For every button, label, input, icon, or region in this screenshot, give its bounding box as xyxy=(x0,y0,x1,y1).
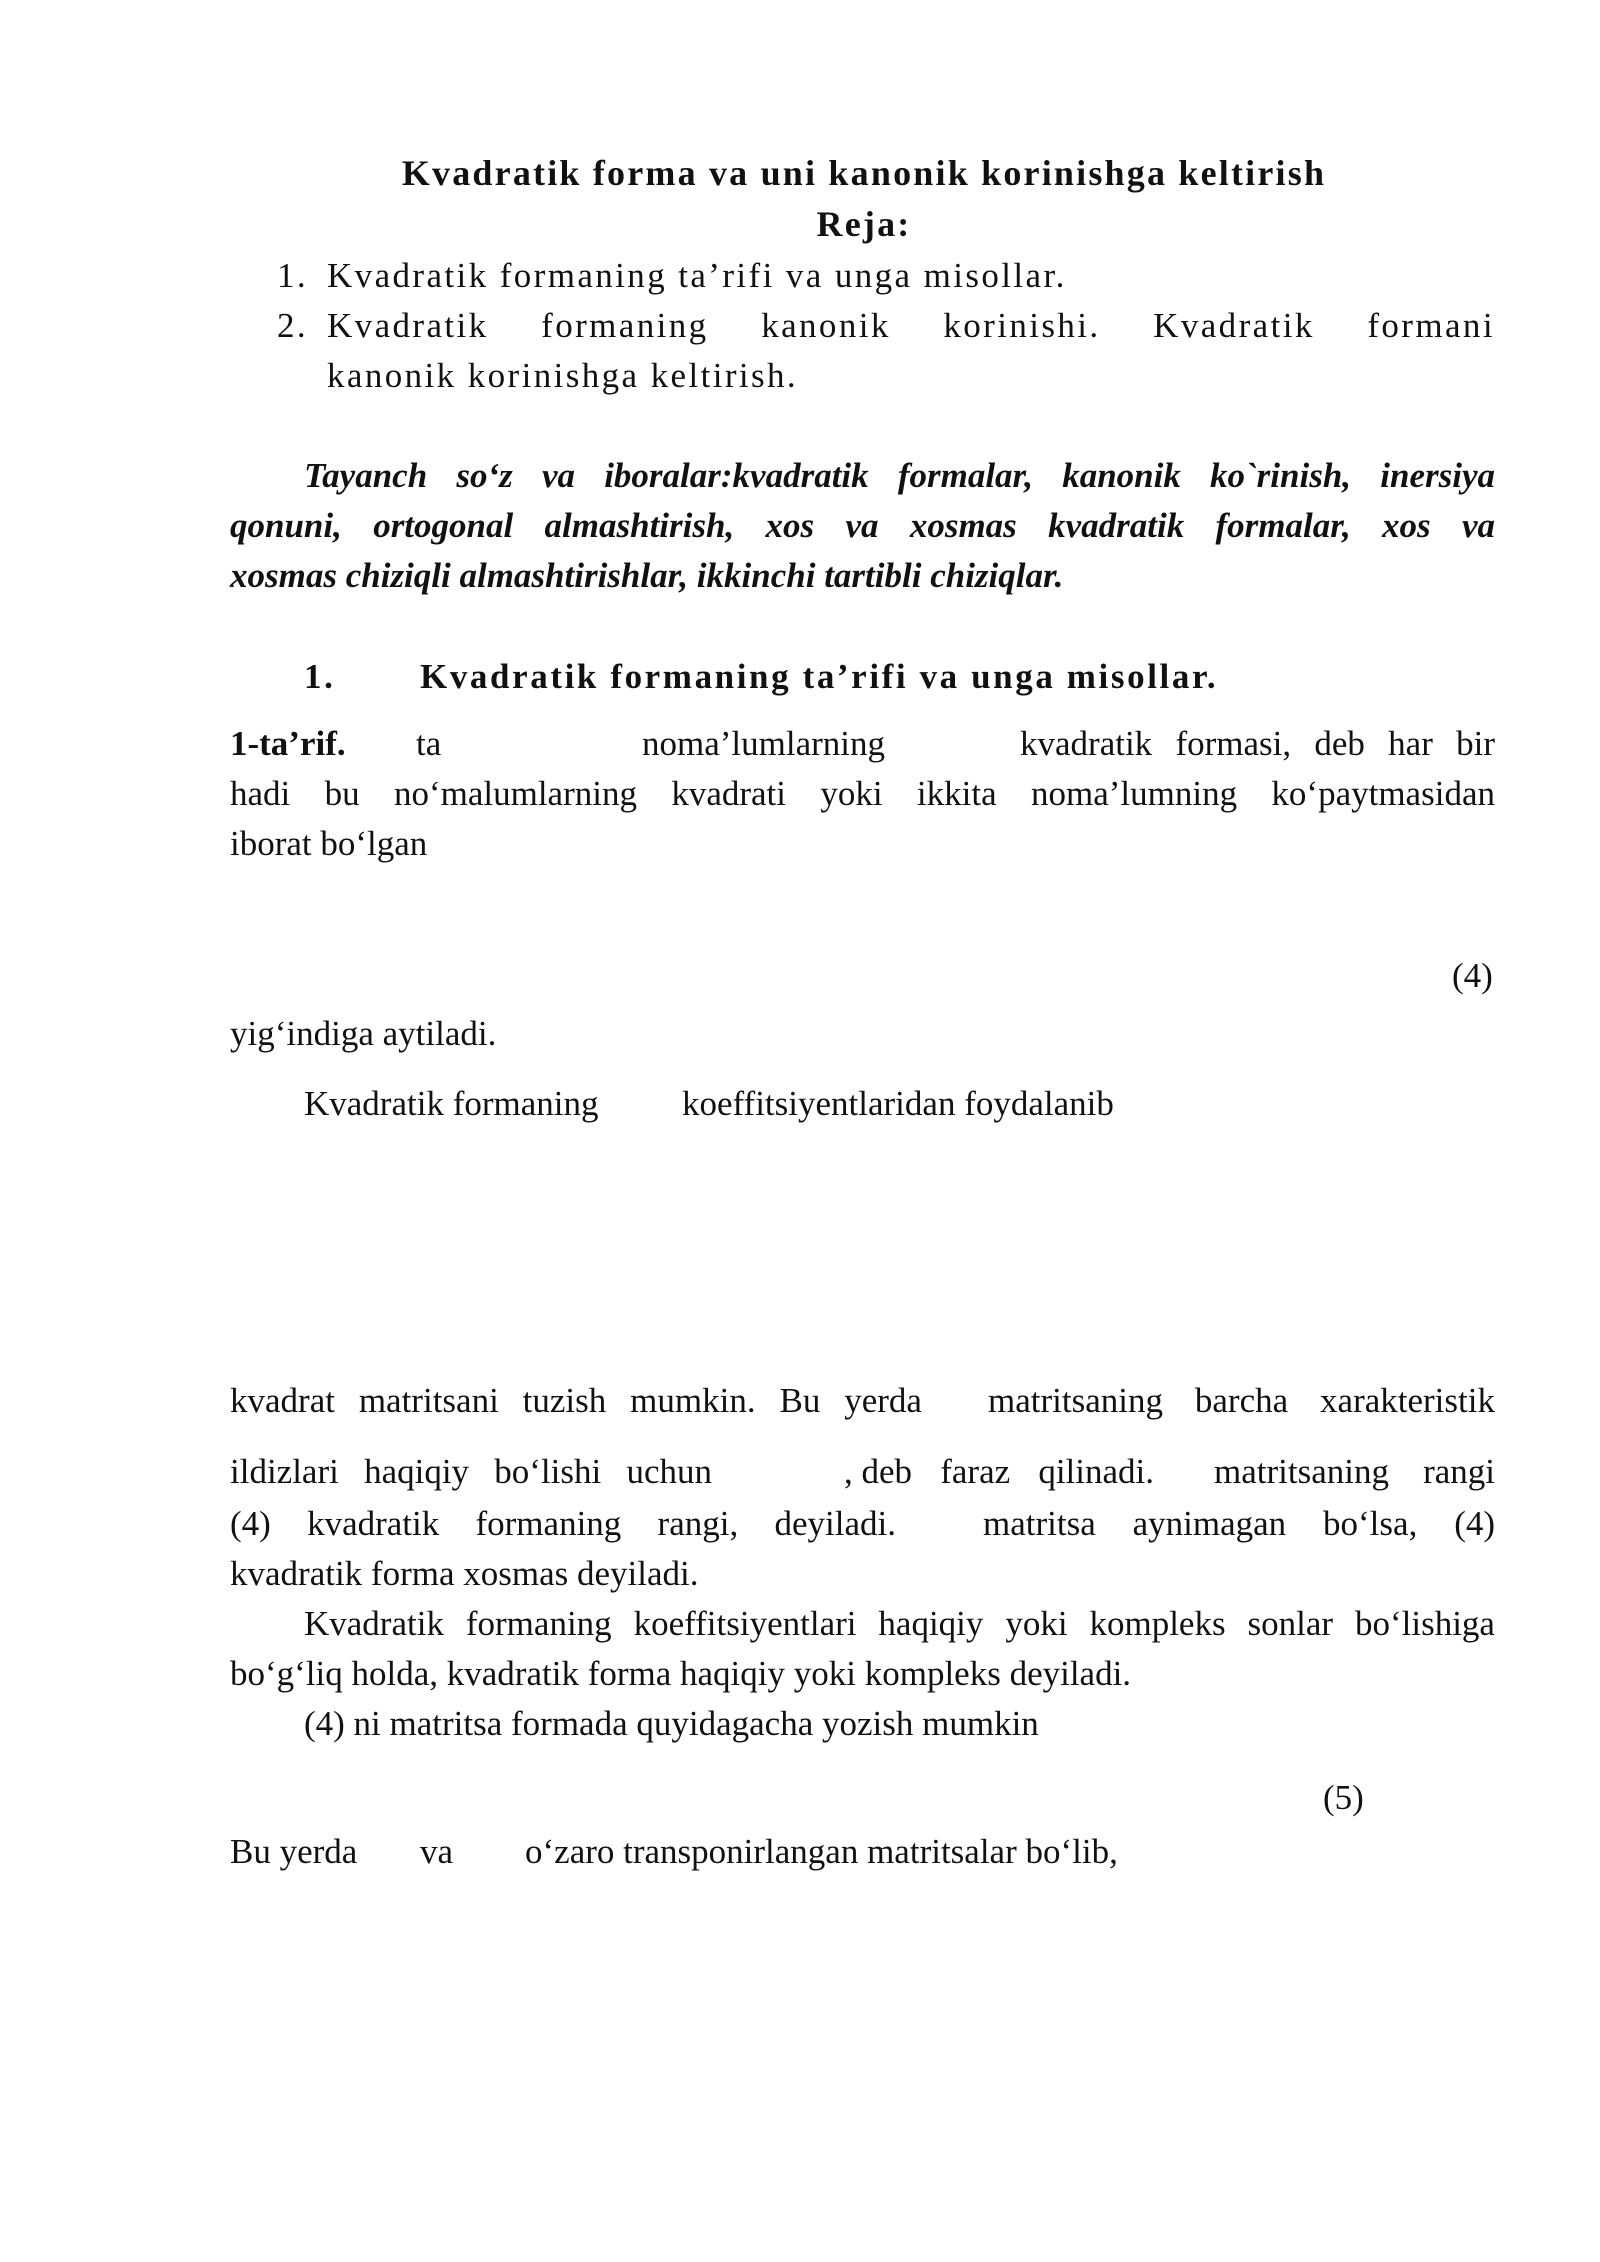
paragraph-3-line-2-a xyxy=(230,1454,712,1489)
word: formasi, xyxy=(1175,724,1292,763)
word: yerda xyxy=(844,1381,922,1420)
word: koeffitsiyentlari xyxy=(633,1604,857,1643)
word: formalar, xyxy=(897,456,1033,495)
word: bo‘lishi xyxy=(494,1452,602,1491)
word: formaning xyxy=(475,1504,622,1543)
word: matritsaning xyxy=(1214,1452,1389,1491)
word: no‘malumlarning xyxy=(393,774,637,813)
word: bo‘lsa, xyxy=(1323,1504,1418,1543)
definition-label: 1-ta’rif. xyxy=(230,724,346,763)
definition-line-1-tail xyxy=(1020,726,1495,761)
word: kanonik xyxy=(1062,456,1181,495)
word: formani xyxy=(1367,306,1495,345)
word: va xyxy=(541,456,575,495)
word: rangi, xyxy=(657,1504,739,1543)
equation-number-5: (5) xyxy=(1323,1778,1364,1817)
paragraph-6-part-2: va xyxy=(420,1832,454,1871)
keywords-line-2 xyxy=(230,508,1495,543)
word: xosmas xyxy=(909,506,1017,545)
plan-item-1-text: Kvadratik formaning ta’rifi va unga misollar. xyxy=(327,256,1067,295)
paragraph-3-line-3-b xyxy=(983,1506,1495,1541)
paragraph-2-part-2: koeffitsiyentlaridan foydalanib xyxy=(682,1084,1114,1123)
word: yoki xyxy=(1005,1604,1068,1643)
word: haqiqiy xyxy=(878,1604,984,1643)
word: uchun xyxy=(626,1452,712,1491)
plan-item-1-number: 1. xyxy=(277,256,309,295)
word: rangi xyxy=(1423,1452,1495,1491)
word: bir xyxy=(1456,724,1495,763)
word: ortogonal xyxy=(373,506,514,545)
definition-word: noma’lumlarning xyxy=(642,724,886,763)
document-title: Kvadratik forma va uni kanonik korinishga keltirish xyxy=(401,153,1327,193)
keywords-line-1 xyxy=(304,458,1495,493)
word: ildizlari xyxy=(230,1452,339,1491)
word: tuzish xyxy=(522,1381,607,1420)
word: inersiya xyxy=(1380,456,1495,495)
word: Kvadratik xyxy=(327,306,489,345)
word: ko`rinish, xyxy=(1210,456,1352,495)
word: iboralar:kvadratik xyxy=(604,456,869,495)
definition-word: ta xyxy=(416,724,442,763)
word: ikkita xyxy=(916,774,997,813)
word: xos xyxy=(765,506,815,545)
word: matritsani xyxy=(358,1381,499,1420)
equation-number-4: (4) xyxy=(1452,956,1493,995)
word: (4) xyxy=(230,1504,271,1543)
word: bo‘lishiga xyxy=(1354,1604,1495,1643)
plan-item-2-line xyxy=(327,308,1495,343)
word: bu xyxy=(324,774,360,813)
definition-line-2 xyxy=(230,776,1495,811)
word: ko‘paytmasidan xyxy=(1271,774,1495,813)
word: sonlar xyxy=(1247,1604,1334,1643)
word: va xyxy=(845,506,879,545)
word: va xyxy=(1461,506,1495,545)
word: xarakteristik xyxy=(1320,1381,1495,1420)
paragraph-5: (4) ni matritsa formada quyidagacha yozish mumkin xyxy=(304,1704,1039,1743)
word: (4) xyxy=(1454,1504,1495,1543)
word: deb xyxy=(1314,724,1365,763)
word: formaning xyxy=(541,306,709,345)
section-1-number: 1. xyxy=(304,657,336,696)
word: qonuni, xyxy=(230,506,342,545)
definition-line-4: yig‘indiga aytiladi. xyxy=(230,1014,497,1053)
plan-heading: Reja: xyxy=(816,204,912,244)
paragraph-6-part-3: o‘zaro transponirlangan matritsalar bo‘lib, xyxy=(525,1832,1118,1871)
word: Kvadratik xyxy=(1153,306,1315,345)
word: hadi xyxy=(230,774,291,813)
plan-item-2-continuation: kanonik korinishga keltirish. xyxy=(327,356,799,395)
word: formaning xyxy=(465,1604,612,1643)
word: kanonik xyxy=(761,306,891,345)
word: Tayanch xyxy=(304,456,428,495)
paragraph-3-line-1-a xyxy=(230,1383,922,1418)
paragraph-3-line-3-a xyxy=(230,1506,896,1541)
paragraph-3-line-4: kvadratik forma xosmas deyiladi. xyxy=(230,1554,699,1593)
word: matritsaning xyxy=(988,1381,1163,1420)
plan-item-2-number: 2. xyxy=(277,306,309,345)
word: kompleks xyxy=(1089,1604,1226,1643)
word: , deb xyxy=(844,1452,913,1491)
word: almashtirish, xyxy=(544,506,735,545)
word: noma’lumning xyxy=(1030,774,1238,813)
word: xos xyxy=(1382,506,1431,545)
word: kvadrati xyxy=(671,774,786,813)
word: so‘z xyxy=(456,456,513,495)
word: faraz xyxy=(940,1452,1011,1491)
word: kvadratik xyxy=(1020,724,1153,763)
word: korinishi. xyxy=(943,306,1101,345)
word: yoki xyxy=(820,774,883,813)
paragraph-3-line-2-b xyxy=(844,1454,1154,1489)
paragraph-6-part-1: Bu yerda xyxy=(230,1832,358,1871)
word: kvadrat xyxy=(230,1381,335,1420)
word: har xyxy=(1388,724,1433,763)
word: haqiqiy xyxy=(364,1452,470,1491)
word: barcha xyxy=(1194,1381,1289,1420)
paragraph-4-line-1 xyxy=(304,1606,1495,1641)
paragraph-4-line-2: bo‘g‘liq holda, kvadratik forma haqiqiy yoki kompleks deyiladi. xyxy=(230,1654,1132,1693)
word: Kvadratik xyxy=(304,1604,444,1643)
word: aynimagan xyxy=(1132,1504,1287,1543)
paragraph-2-part-1: Kvadratik formaning xyxy=(304,1084,599,1123)
word: deyiladi. xyxy=(774,1504,896,1543)
definition-line-3: iborat bo‘lgan xyxy=(230,824,428,863)
keywords-line-3: xosmas chiziqli almashtirishlar, ikkinchi tartibli chiziqlar. xyxy=(230,556,1064,595)
section-1-title: Kvadratik formaning ta’rifi va unga misollar. xyxy=(420,657,1219,696)
word: kvadratik xyxy=(1048,506,1185,545)
word: matritsa xyxy=(983,1504,1096,1543)
word: Bu xyxy=(779,1381,821,1420)
word: qilinadi. xyxy=(1038,1452,1154,1491)
paragraph-3-line-2-c xyxy=(1214,1454,1495,1489)
paragraph-3-line-1-b xyxy=(988,1383,1495,1418)
word: mumkin. xyxy=(630,1381,756,1420)
word: kvadratik xyxy=(307,1504,440,1543)
word: formalar, xyxy=(1215,506,1351,545)
